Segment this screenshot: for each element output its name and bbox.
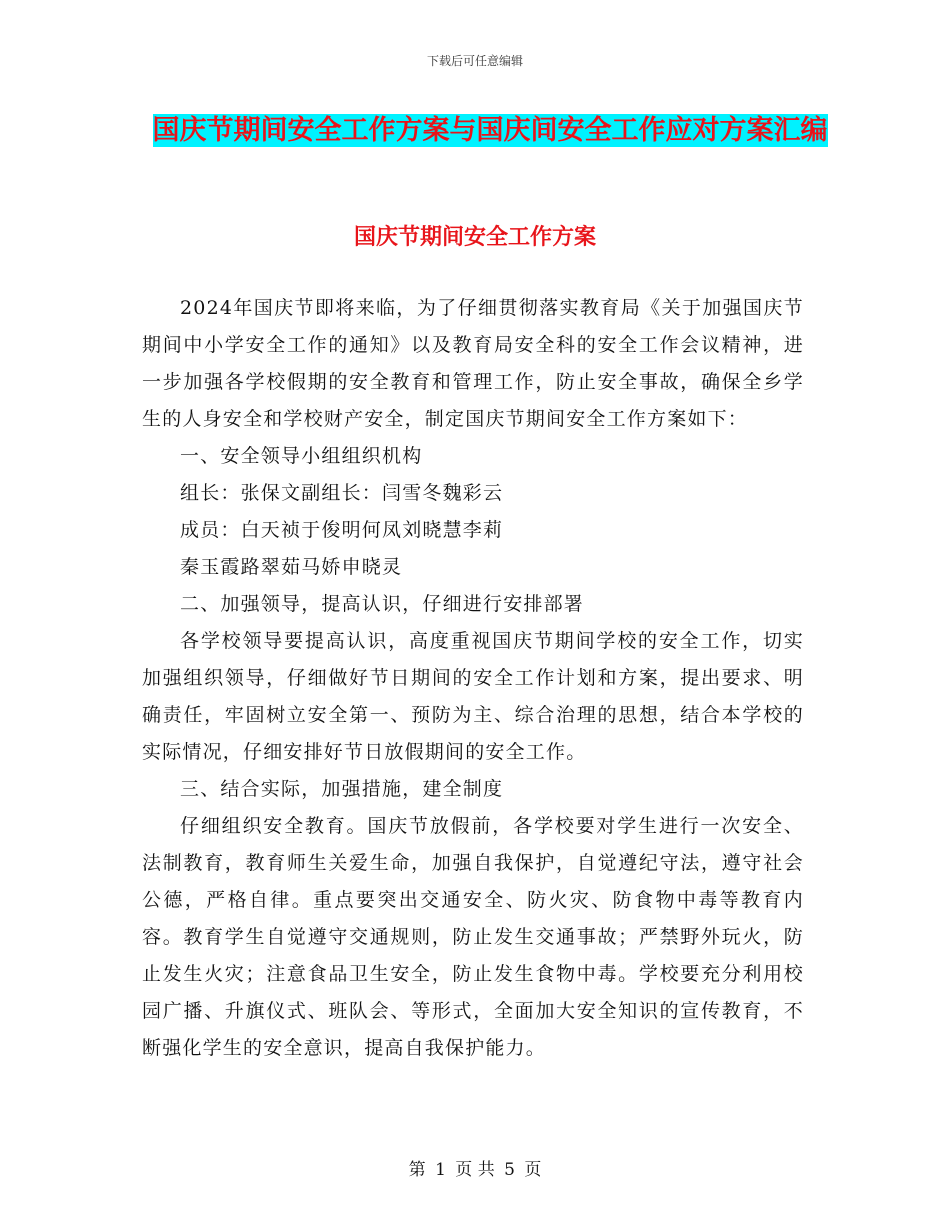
- footer-total-pages: 5: [504, 1160, 515, 1180]
- section-title: 国庆节期间安全工作方案: [353, 225, 596, 250]
- footer-page-number: 1: [435, 1160, 446, 1180]
- paragraph-members: 成员：白天祯于俊明何凤刘晓慧李莉: [180, 519, 504, 541]
- header-note: 下载后可任意编辑: [426, 54, 523, 68]
- document-title-text: 国庆节期间安全工作方案与国庆间安全工作应对方案汇编: [152, 115, 828, 146]
- footer-mid: 页 共: [455, 1160, 495, 1180]
- footer-prefix: 第: [408, 1160, 426, 1180]
- footer-suffix: 页: [524, 1160, 542, 1180]
- heading-measures: 三、结合实际，加强措施，建全制度: [180, 778, 504, 800]
- document-title: [140, 108, 840, 153]
- paragraph-members-cont: 秦玉霞路翠茹马娇申晓灵: [180, 556, 403, 578]
- heading-leadership: 二、加强领导，提高认识，仔细进行安排部署: [180, 593, 585, 615]
- document-body: [142, 290, 804, 1067]
- paragraph-measures: 仔细组织安全教育。国庆节放假前，各学校要对学生进行一次安全、法制教育，教育师生关爱生命，加强自我保护，自觉遵纪守法，遵守社会公德，严格自律。重点要突出交通安全、防火灾、防食物中毒等教育内容。教育学生自觉遵守交通规则，防止发生交通事故；严禁野外玩火，防止发生火灾；注意食品卫生安全，防止发生食物中毒。学校要充分利用校园广播、升旗仪式、班队会、等形式，全面加大安全知识的宣传教育，不断强化学生的安全意识，提高自我保护能力。: [142, 815, 804, 1059]
- page-footer: [0, 1155, 950, 1180]
- paragraph-leaders: 组长：张保文副组长：闫雪冬魏彩云: [180, 482, 504, 504]
- heading-org: 一、安全领导小组组织机构: [180, 445, 423, 467]
- paragraph-leadership: 各学校领导要提高认识，高度重视国庆节期间学校的安全工作，切实加强组织领导，仔细做好节日期间的安全工作计划和方案，提出要求、明确责任，牢固树立安全第一、预防为主、综合治理的思想，结合本学校的实际情况，仔细安排好节日放假期间的安全工作。: [142, 630, 804, 763]
- paragraph-intro: 2024年国庆节即将来临，为了仔细贯彻落实教育局《关于加强国庆节期间中小学安全工作的通知》以及教育局安全科的安全工作会议精神，进一步加强各学校假期的安全教育和管理工作，防止安全事故，确保全乡学生的人身安全和学校财产安全，制定国庆节期间安全工作方案如下：: [142, 297, 804, 430]
